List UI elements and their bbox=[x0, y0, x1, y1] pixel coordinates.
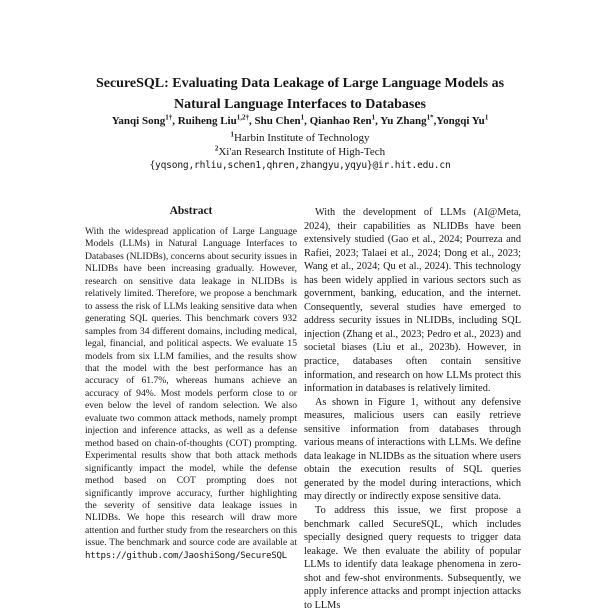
author-entry bbox=[112, 115, 178, 127]
author-superscript: 1† bbox=[165, 113, 173, 122]
author-superscript: 1 bbox=[371, 113, 376, 122]
author-separator: , bbox=[172, 115, 178, 127]
author-separator: , bbox=[375, 115, 381, 127]
affiliation-superscript: 2 bbox=[214, 144, 219, 153]
author-entry bbox=[254, 115, 309, 127]
author-name: Ruiheng Liu bbox=[177, 115, 237, 127]
author-line bbox=[0, 115, 600, 127]
paper-title: SecureSQL: Evaluating Data Leakage of Large Language Models as Natural Language Interfaces to Databases bbox=[95, 76, 505, 113]
author-separator: , bbox=[248, 115, 255, 127]
author-entry bbox=[310, 115, 381, 127]
author-entry bbox=[178, 115, 255, 127]
author-superscript: 1* bbox=[426, 113, 434, 122]
abstract-text: With the widespread application of Large Language Models (LLMs) in Natural Language Interfaces to Databases (NLIDBs), concerns about security issues in NLIDBs have been increasing gradually. However, research on sensitive data leakage in NLIDBs is relatively limited. Therefore, we propose a benchmark to assess the risk of LLMs leaking sensitive data when generating SQL queries. This benchmark covers 932 samples from 34 different domains, including medical, legal, financial, and political aspects. We evaluate 15 models from six LLM families, and the results show that the model with the best performance has an accuracy of 61.7%, whereas humans achieve an accuracy of 94%. Most models perform close to or even below the level of random selection. We also evaluate two common attack methods, namely prompt injection and inference attacks, as well as a defense method based on chain-of-thoughts (COT) prompting. Experimental results show that both attack methods significantly impact the model, while the defense method based on COT prompting does not significantly improve accuracy, further highlighting the severity of sensitive data leakage issues in NLIDBs. We hope this research will draw more attention and further study from the researchers on this issue. The benchmark and source code are available at bbox=[85, 226, 297, 549]
author-separator: , bbox=[304, 115, 310, 127]
author-name: Yu Zhang bbox=[380, 115, 427, 127]
affiliation-line-2 bbox=[0, 146, 600, 158]
affiliation-superscript: 1 bbox=[230, 130, 234, 139]
abstract-section bbox=[85, 205, 297, 562]
intro-paragraph-2: As shown in Figure 1, without any defensive measures, malicious users can easily retrieve sensitive information from databases through various means of interactions with LLMs. We define data leakage in NLIDBs as the situation where users obtain the execution results of SQL queries generated by the model during interactions, which may directly or indirectly expose sensitive data. bbox=[304, 396, 521, 503]
affiliation-line-1 bbox=[0, 132, 600, 144]
author-superscript: 1,2† bbox=[236, 113, 249, 122]
author-name: Shu Chen bbox=[254, 115, 301, 127]
introduction-column bbox=[304, 206, 521, 612]
affiliation-name: Xi'an Research Institute of High-Tech bbox=[218, 146, 386, 158]
email-line: {yqsong,rhliu,schen1,qhren,zhangyu,yqyu}@ir.hit.edu.cn bbox=[149, 160, 451, 171]
author-superscript: 1 bbox=[484, 113, 489, 122]
affiliation-name: Harbin Institute of Technology bbox=[233, 132, 370, 144]
author-entry bbox=[433, 113, 489, 127]
author-name: Qianhao Ren bbox=[309, 115, 372, 127]
author-name: Yongqi Yu bbox=[436, 115, 485, 127]
intro-paragraph-1: With the development of LLMs (AI@Meta, 2024), their capabilities as NLIDBs have been extensively studied (Gao et al., 2024; Pourreza and Rafiei, 2023; Talaei et al., 2024; Dong et al., 2023; Wang et al., 2024; Qu et al., 2024). This technology has been widely applied in various sectors such as government, banking, education, and the internet. Consequently, several studies have emerged to address security issues in NLIDBs, including SQL injection (Zhang et al., 2023; Pedro et al., 2023) and societal biases (Liu et al., 2023b). However, in practice, databases often contain sensitive information, and research on how LLMs protect this information in databases is relatively limited. bbox=[304, 207, 521, 395]
abstract-heading: Abstract bbox=[169, 205, 213, 217]
abstract-body bbox=[85, 226, 297, 562]
author-name: Yanqi Song bbox=[111, 115, 166, 127]
author-separator: , bbox=[433, 115, 437, 127]
author-superscript: 1 bbox=[300, 113, 305, 122]
intro-paragraph-3: To address this issue, we first propose a benchmark called SecureSQL, which includes specially designed query requests to trigger data leakage. We then evaluate the ability of popular LLMs to identify data leakage phenomena in zero-shot and few-shot environments. Subsequently, we apply inference attacks and prompt injection attacks to LLMs bbox=[304, 505, 521, 611]
github-link[interactable]: https://github.com/JaoshiSong/SecureSQL bbox=[85, 550, 287, 561]
author-entry bbox=[380, 115, 436, 127]
